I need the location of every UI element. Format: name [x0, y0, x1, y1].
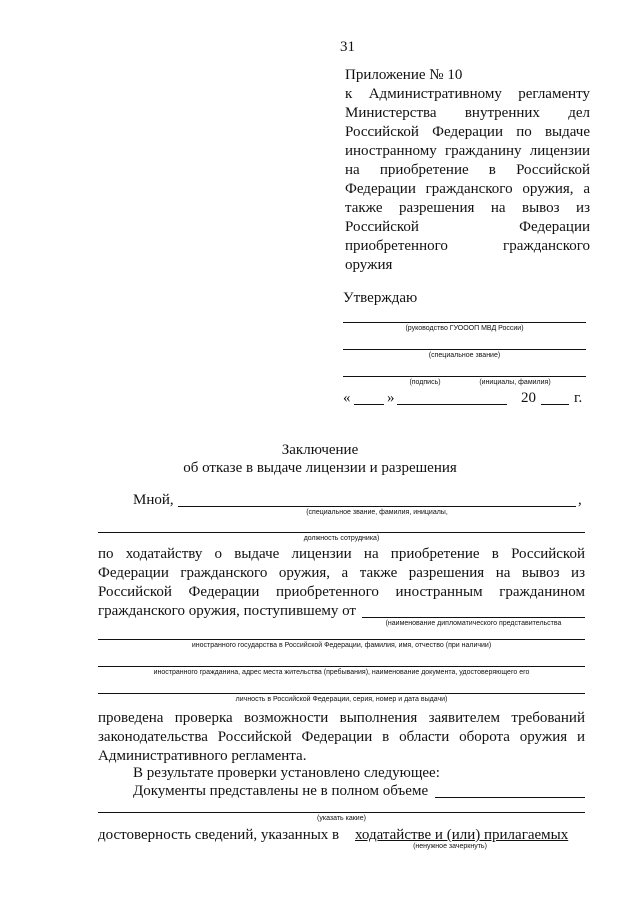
caption-identity: личность в Российской Федерации, серия, номер и дата выдачи) — [235, 696, 448, 703]
header-line: к Административному регламенту — [345, 86, 590, 102]
paragraph-line: законодательства Российской Федерации в области оборота оружия и — [98, 729, 585, 745]
header-line: Российской Федерации — [345, 219, 590, 235]
residence-line[interactable] — [98, 666, 585, 667]
caption-residence: иностранного гражданина, адрес места жительства (пребывания), наименование документа, удостоверяющего его — [153, 669, 530, 676]
page-number: 31 — [340, 39, 355, 55]
caption-signature: (подпись) — [409, 379, 441, 386]
docs-line-1[interactable] — [435, 797, 585, 798]
year-prefix: 20 — [521, 390, 536, 406]
docs-incomplete: Документы представлены не в полном объеме — [133, 783, 429, 799]
document-subtitle: об отказе в выдаче лицензии и разрешения — [183, 460, 457, 476]
paragraph-line: Федерации гражданского оружия, а также разрешения на вывоз из — [98, 565, 585, 581]
header-line: Российской Федерации по выдаче — [345, 124, 590, 140]
caption-name: (инициалы, фамилия) — [479, 379, 551, 386]
header-line: Министерства внутренних дел — [345, 105, 590, 121]
caption-position: должность сотрудника) — [303, 535, 380, 542]
sender-line[interactable] — [362, 617, 585, 618]
caption-strike: (ненужное зачеркнуть) — [413, 843, 487, 850]
paragraph-petition — [98, 545, 585, 602]
result-line: В результате проверки установлено следующее: — [133, 765, 440, 781]
paragraph-line: Административного регламента. — [98, 748, 307, 764]
head-signature-line[interactable] — [343, 322, 586, 323]
by-me-comma: , — [578, 492, 582, 508]
caption-rank: (специальное звание) — [428, 352, 501, 359]
caption-specify: (указать какие) — [317, 815, 366, 822]
state-line[interactable] — [98, 639, 585, 640]
appendix-header — [345, 66, 590, 275]
signature-line[interactable] — [343, 376, 586, 377]
header-line: Федерации гражданского оружия, а — [345, 181, 590, 197]
approval-title: Утверждаю — [343, 290, 418, 306]
document-title: Заключение — [281, 442, 359, 458]
caption-state: иностранного государства в Российской Федерации, фамилия, имя, отчество (при наличии) — [191, 642, 492, 649]
caption-mission: (наименование дипломатического представительства — [385, 620, 562, 627]
paragraph-line: Российской Федерации приобретенного иностранным гражданином — [98, 584, 585, 600]
header-line: приобретенного гражданского — [345, 238, 590, 254]
caption-head: (руководство ГУОООП МВД России) — [405, 325, 524, 332]
reliability-underlined: ходатайстве и (или) прилагаемых — [355, 827, 569, 843]
by-me-label: Мной, — [133, 492, 174, 508]
date-open-quote: « — [343, 390, 351, 406]
paragraph-line: проведена проверка возможности выполнения заявителем требований — [98, 710, 585, 726]
header-line: также разрешения на вывоз из — [345, 200, 590, 216]
date-year-line[interactable] — [541, 404, 569, 405]
rank-line[interactable] — [343, 349, 586, 350]
appendix-title: Приложение № 10 — [345, 67, 463, 83]
identity-line[interactable] — [98, 693, 585, 694]
year-suffix: г. — [574, 390, 583, 406]
position-line[interactable] — [98, 532, 585, 533]
paragraph-line: по ходатайству о выдаче лицензии на приобретение в Российской — [98, 546, 585, 562]
docs-line-2[interactable] — [98, 812, 585, 813]
date-month-line[interactable] — [397, 404, 507, 405]
paragraph-check — [98, 709, 585, 766]
caption-officer: (специальное звание, фамилия, инициалы, — [306, 509, 448, 516]
officer-line[interactable] — [178, 506, 576, 507]
paragraph-line-last: гражданского оружия, поступившему от — [98, 603, 356, 619]
date-day-line[interactable] — [354, 404, 384, 405]
header-line: оружия — [345, 257, 393, 273]
date-close-quote: » — [387, 390, 395, 406]
header-line: иностранному гражданину лицензии — [345, 143, 590, 159]
reliability-start: достоверность сведений, указанных в — [98, 827, 340, 843]
header-line: на приобретение в Российской — [345, 162, 590, 178]
